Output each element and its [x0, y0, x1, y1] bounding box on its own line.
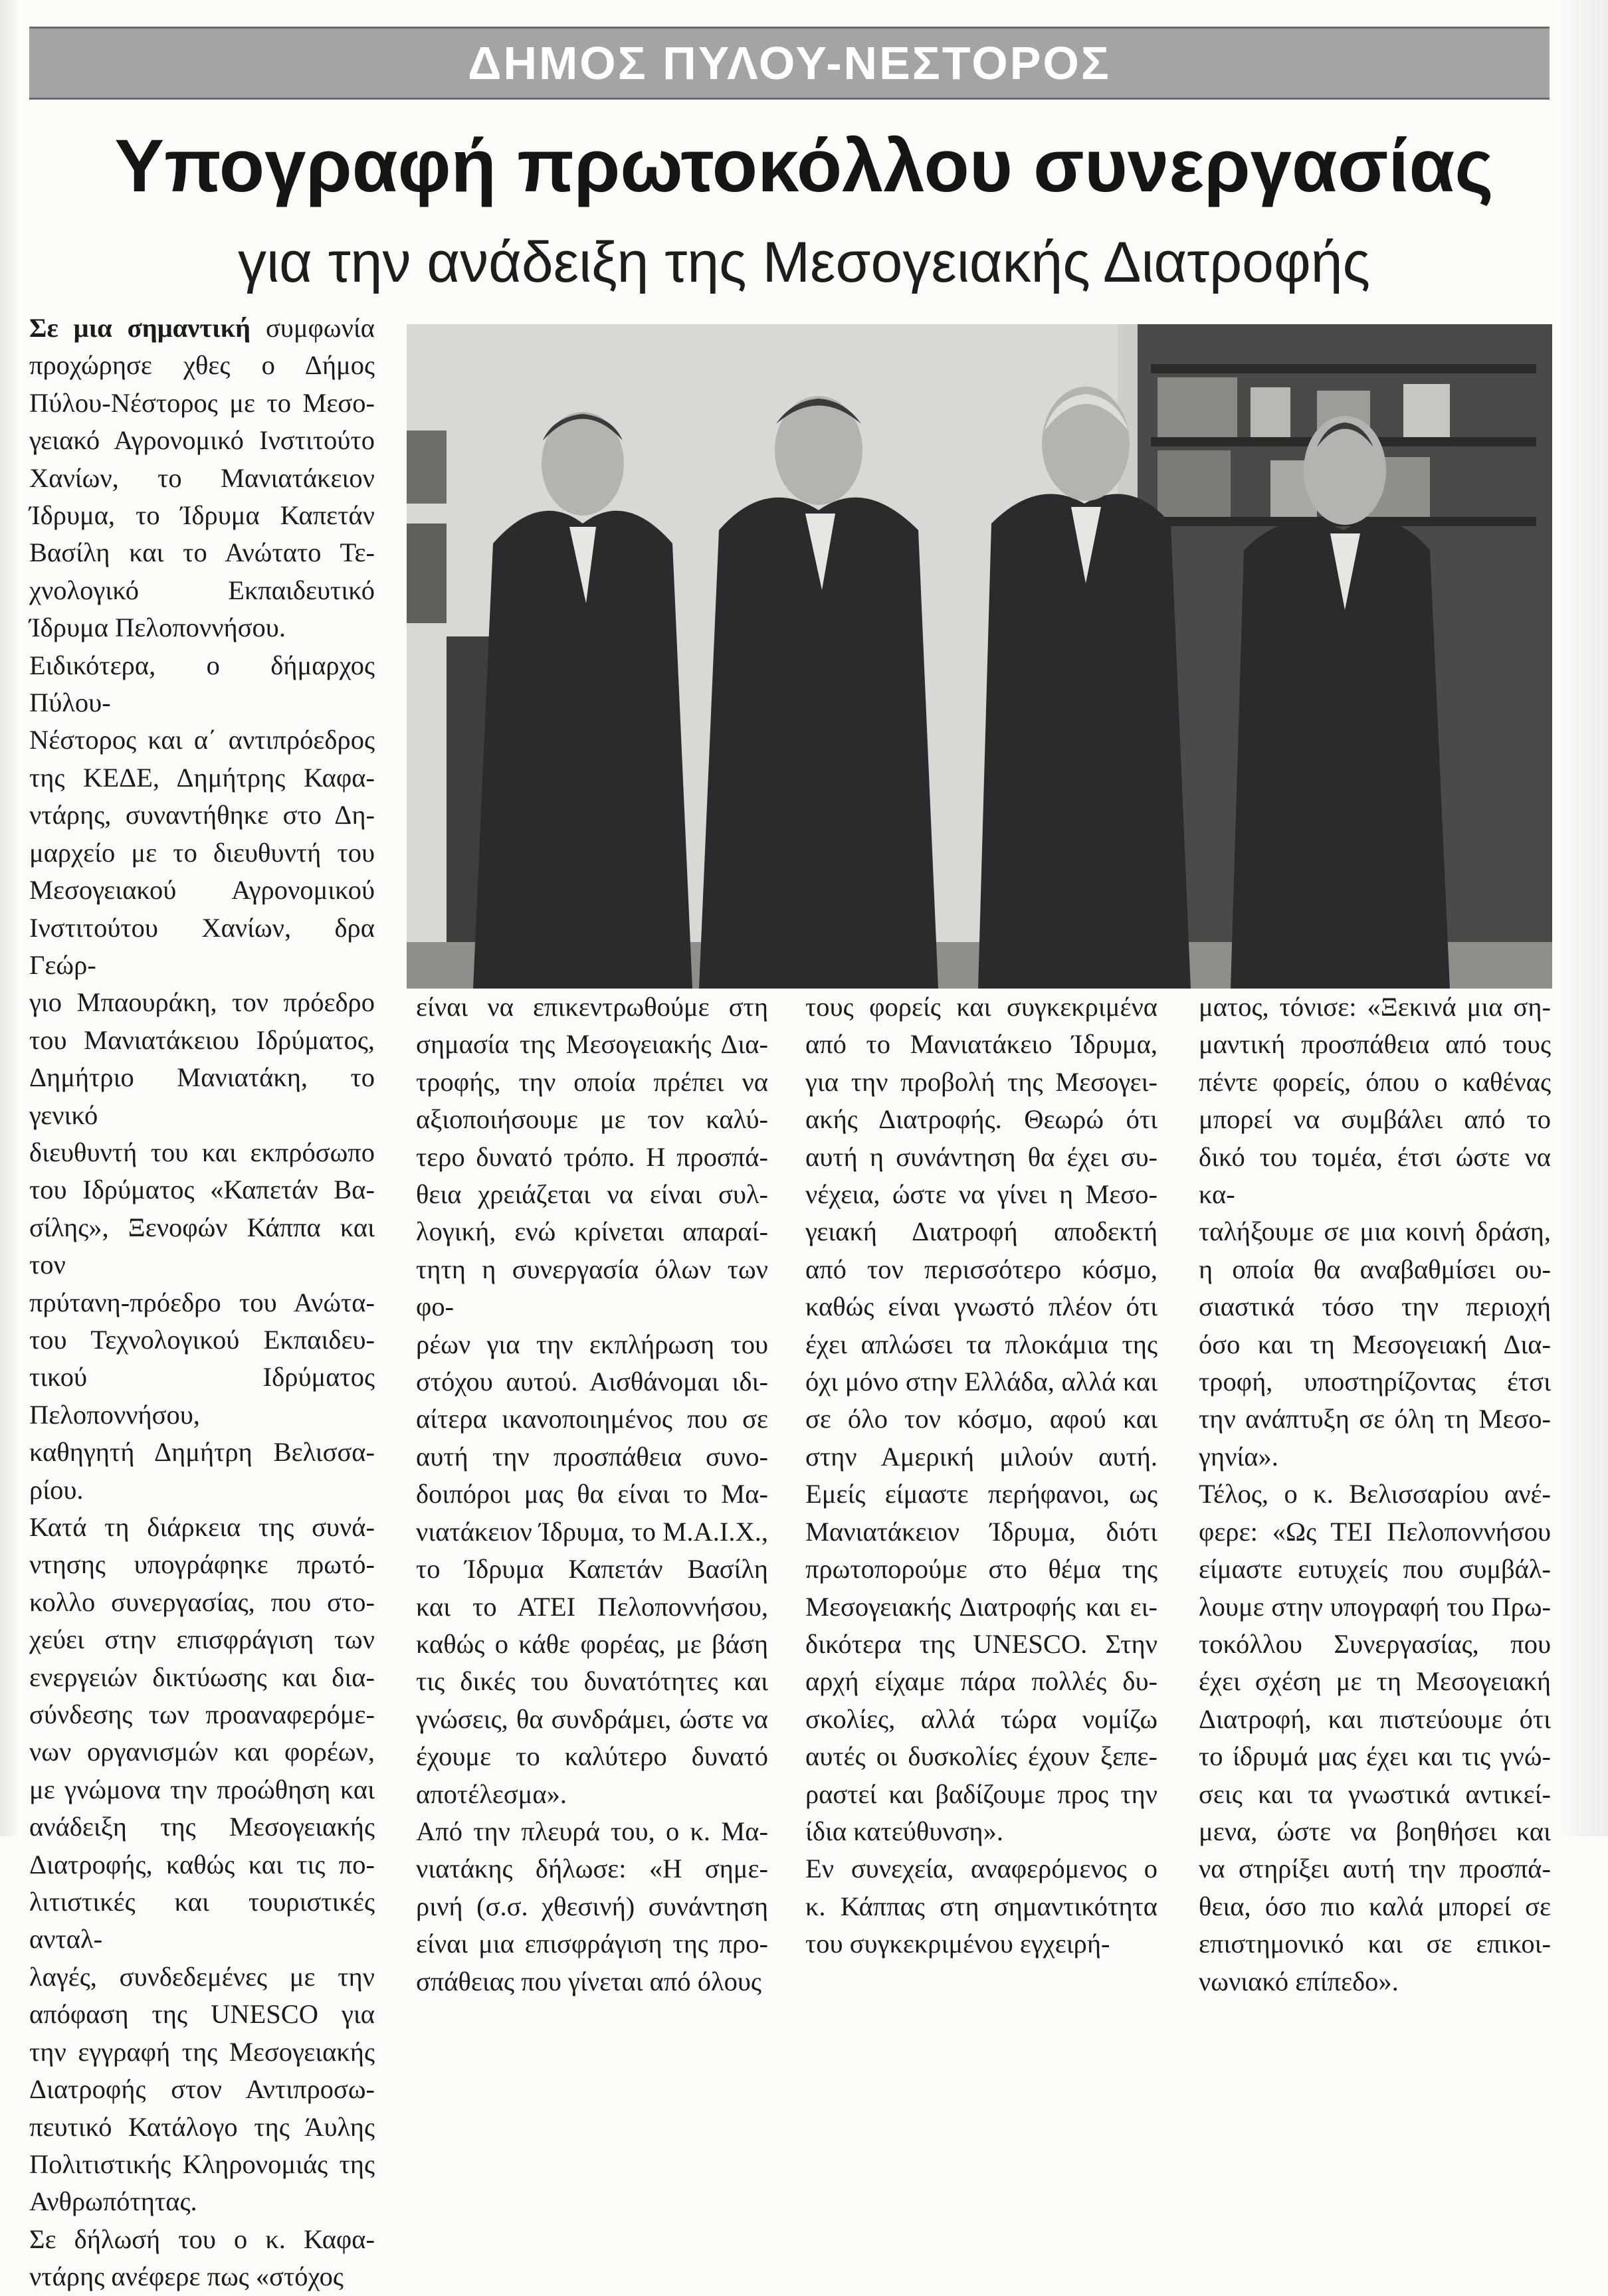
text-line: τοκόλλου Συνεργασίας, που [1199, 1628, 1551, 1659]
text-line: την ανάπτυξη σε όλη τη Μεσο- [1199, 1404, 1551, 1434]
text-line: ρέων για την εκπλήρωση του [416, 1329, 768, 1359]
text-line: δοιπόροι μας θα είναι το Μα- [416, 1479, 768, 1509]
text-line: Ίδρυμα Πελοποννήσου. [29, 613, 286, 643]
text-line: αυτή την προσπάθεια συνο- [416, 1441, 768, 1472]
text-line: σιαστικά τόσο την περιοχή [1199, 1292, 1551, 1322]
text-line: τερο δυνατό τρόπο. Η προσπά- [416, 1141, 768, 1172]
text-line: θεια, όσο πιο καλά μπορεί σε [1199, 1891, 1551, 1921]
article-subheadline: για την ανάδειξη της Μεσογειακής Διατροφής [237, 231, 1371, 294]
text-line: επιστημονικό και σε επικοι- [1199, 1929, 1551, 1959]
text-line: λογική, ενώ κρίνεται απαραί- [416, 1216, 768, 1247]
text-line: ντάρης ανέφερε πως «στόχος [29, 2261, 344, 2292]
text-line: τικού Ιδρύματος Πελοποννήσου, [29, 1362, 375, 1430]
article-column-4 [1199, 989, 1551, 2000]
text-line: ρινή (σ.σ. χθεσινή) συνάντηση [416, 1891, 768, 1921]
text-line: καθώς ο κάθε φορέας, με βάση [416, 1628, 768, 1659]
text-line: Σε μια σημαντική συμφωνία [29, 313, 375, 343]
text-line: τροφής, την οποία πρέπει να [416, 1066, 768, 1097]
text-line: και το ΑΤΕΙ Πελοποννήσου, [416, 1591, 768, 1622]
text-line: από το Μανιατάκειο Ίδρυμα, [805, 1029, 1157, 1060]
text-line: θεια χρειάζεται να είναι συλ- [416, 1179, 768, 1210]
text-line: αποτέλεσμα». [416, 1778, 567, 1809]
text-line: νιατάκης δήλωσε: «Η σημε- [416, 1854, 768, 1884]
text-line: όσο και τη Μεσογειακή Δια- [1199, 1329, 1551, 1359]
text-line: νέχεια, ώστε να γίνει η Μεσο- [805, 1179, 1157, 1210]
text-line: δικότερα της UNESCO. Στην [805, 1628, 1157, 1659]
text-line: πέντε φορείς, όπου ο καθένας [1199, 1066, 1551, 1097]
text-line: γειακή Διατροφή αποδεκτή [805, 1216, 1157, 1247]
text-line: χεύει στην επισφράγιση των [29, 1624, 375, 1655]
text-line: Σε δήλωσή του ο κ. Καφα- [29, 2224, 375, 2254]
article-column-1 [29, 310, 375, 2296]
text-line: Εν συνεχεία, αναφερόμενος ο [805, 1854, 1157, 1884]
text-line: λαγές, συνδεδεμένες με την [29, 1961, 375, 1992]
text-line: πευτικό Κατάλογο της Άυλης [29, 2111, 375, 2142]
text-line: φερε: «Ως ΤΕΙ Πελοποννήσου [1199, 1516, 1551, 1547]
text-line: ενεργειών δικτύωσης και δια- [29, 1662, 375, 1692]
text-line: αρχή είχαμε πάρα πολλές δυ- [805, 1666, 1157, 1697]
text-line: σημασία της Μεσογειακής Δια- [416, 1029, 768, 1060]
text-line: προχώρησε χθες ο Δήμος [29, 350, 375, 381]
text-line: το Ίδρυμα Καπετάν Βασίλη [416, 1554, 768, 1584]
text-line: Τέλος, ο κ. Βελισσαρίου ανέ- [1199, 1479, 1551, 1509]
text-line: νων οργανισμών και φορέων, [29, 1737, 375, 1767]
text-line: το ίδρυμά μας έχει και τις γνώ- [1199, 1741, 1551, 1772]
text-line: είναι να επικεντρωθούμε στη [416, 992, 768, 1022]
text-line: της ΚΕΔΕ, Δημήτρης Καφα- [29, 762, 375, 793]
text-line: απόφαση της UNESCO για [29, 1999, 375, 2030]
text-line: σίλης», Ξενοφών Κάππα και τον [29, 1212, 375, 1280]
text-line: νιατάκειον Ίδρυμα, το Μ.Α.Ι.Χ., [416, 1516, 768, 1547]
text-line: Ίδρυμα, το Ίδρυμα Καπετάν [29, 500, 375, 531]
text-line: χνολογικό Εκπαιδευτικό [29, 575, 375, 605]
text-line: πρωτοπορούμε στο θέμα της [805, 1554, 1157, 1584]
text-line: σε όλο τον κόσμο, αφού και [805, 1404, 1157, 1434]
text-line: τις δικές του δυνατότητες και [416, 1666, 768, 1697]
text-line: λιτιστικές και τουριστικές ανταλ- [29, 1887, 375, 1955]
text-line: καθώς είναι γνωστό πλέον ότι [805, 1292, 1157, 1322]
text-line: γειακό Αγρονομικό Ινστιτούτο [29, 425, 375, 456]
text-line: είμαστε ευτυχείς που συμβάλ- [1199, 1554, 1551, 1584]
text-line: καθηγητή Δημήτρη Βελισσα- [29, 1437, 375, 1468]
text-line: η οποία θα αναβαθμίσει ου- [1199, 1254, 1551, 1284]
section-banner-label: ΔΗΜΟΣ ΠΥΛΟΥ-ΝΕΣΤΟΡΟΣ [468, 37, 1111, 89]
text-line: τους φορείς και συγκεκριμένα [805, 992, 1157, 1022]
text-line: Από την πλευρά του, ο κ. Μα- [416, 1816, 768, 1846]
text-line: Κατά τη διάρκεια της συνά- [29, 1512, 375, 1542]
text-line: αυτές οι δυσκολίες έχουν ξεπε- [805, 1741, 1157, 1772]
text-line: Ειδικότερα, ο δήμαρχος Πύλου- [29, 650, 375, 718]
text-line: γνώσεις, θα συνδράμει, ώστε να [416, 1703, 768, 1734]
text-line: Μεσογειακής Διατροφής και ει- [805, 1591, 1157, 1622]
text-line: Δημήτριο Μανιατάκη, το γενικό [29, 1062, 375, 1130]
article-headline: Υπογραφή πρωτοκόλλου συνεργασίας [114, 124, 1494, 207]
text-line: ακής Διατροφής. Θεωρώ ότι [805, 1104, 1157, 1135]
group-photo-illustration [407, 324, 1552, 989]
text-line: Διατροφή, και πιστεύουμε ότι [1199, 1703, 1551, 1734]
text-line: Νέστορος και α΄ αντιπρόεδρος [29, 725, 375, 755]
text-line: με γνώμονα την προώθηση και [29, 1774, 375, 1804]
text-line: στην Αμερική μιλούν αυτή. [805, 1441, 1157, 1472]
text-line: αυτή η συνάντηση θα έχει συ- [805, 1141, 1157, 1172]
text-line: ανάδειξη της Μεσογειακής [29, 1812, 375, 1842]
text-line: λουμε στην υπογραφή του Πρω- [1199, 1591, 1551, 1622]
text-line: Ανθρωπότητας. [29, 2186, 197, 2217]
text-line: δικό του τομέα, έτσι ώστε να κα- [1199, 1141, 1551, 1210]
text-line: έχει σχέση με τη Μεσογειακή [1199, 1666, 1551, 1697]
text-line: ματος, τόνισε: «Ξεκινά μια ση- [1199, 992, 1551, 1022]
text-line: Μεσογειακού Αγρονομικού [29, 875, 375, 906]
text-line: νωνιακό επίπεδο». [1199, 1966, 1399, 1996]
text-line: του συγκεκριμένου εγχειρή- [805, 1929, 1110, 1959]
text-line: είναι μια επισφράγιση της προ- [416, 1929, 768, 1959]
text-line: τροφή, υποστηρίζοντας έτσι [1199, 1367, 1551, 1397]
section-banner [29, 27, 1550, 100]
text-line: τητη η συνεργασία όλων των φο- [416, 1254, 768, 1322]
text-line: του Τεχνολογικού Εκπαιδευ- [29, 1324, 375, 1355]
text-line: κολλο συνεργασίας, που στο- [29, 1586, 375, 1617]
text-line: στόχου αυτού. Αισθάνομαι ιδι- [416, 1367, 768, 1397]
text-line: ίδια κατεύθυνση». [805, 1816, 1003, 1846]
text-line: ντάρης, συναντήθηκε στο Δη- [29, 800, 375, 830]
text-line: αίτερα ικανοποιημένος που σε [416, 1404, 768, 1434]
text-line: ντησης υπογράφηκε πρωτό- [29, 1549, 375, 1580]
article-column-3 [805, 989, 1157, 1963]
text-line: Ινστιτούτου Χανίων, δρα Γεώρ- [29, 912, 375, 980]
text-line: ραστεί και βαδίζουμε προς την [805, 1778, 1157, 1809]
text-line: διευθυντή του και εκπρόσωπο [29, 1137, 375, 1167]
text-line: σπάθειας που γίνεται από όλους [416, 1966, 761, 1996]
text-line: γηνία». [1199, 1441, 1278, 1472]
text-line: όχι μόνο στην Ελλάδα, αλλά και [805, 1367, 1157, 1397]
text-line: του Μανιατάκειου Ιδρύματος, [29, 1024, 375, 1055]
text-line: Διατροφής στον Αντιπροσω- [29, 2074, 375, 2105]
text-line: κ. Κάππας στη σημαντικότητα [805, 1891, 1157, 1921]
text-line: σεις και τα γνωστικά αντικεί- [1199, 1778, 1551, 1809]
article-photo [407, 324, 1552, 989]
text-line: την εγγραφή της Μεσογειακής [29, 2036, 375, 2067]
text-line: Μανιατάκειον Ίδρυμα, διότι [805, 1516, 1157, 1547]
text-line: Βασίλη και το Ανώτατο Τε- [29, 537, 375, 568]
text-line: μενα, ώστε να βοηθήσει και [1199, 1816, 1551, 1846]
text-line: σύνδεσης των προαναφερόμε- [29, 1699, 375, 1730]
text-line: ταλήξουμε σε μια κοινή δράση, [1199, 1216, 1551, 1247]
text-line: του Ιδρύματος «Καπετάν Βα- [29, 1175, 375, 1205]
text-line: μαντική προσπάθεια από τους [1199, 1029, 1551, 1060]
text-line: σκολίες, αλλά τώρα νομίζω [805, 1703, 1157, 1734]
text-line: Πύλου-Νέστορος με το Μεσο- [29, 387, 375, 418]
article-column-2 [416, 989, 768, 2000]
text-line: Πολιτιστικής Κληρονομιάς της [29, 2149, 375, 2179]
text-line: να στηρίξει αυτή την προσπά- [1199, 1854, 1551, 1884]
text-line: Εμείς είμαστε περήφανοι, ως [805, 1479, 1157, 1509]
text-line: έχει απλώσει τα πλοκάμια της [805, 1329, 1157, 1359]
text-line: Χανίων, το Μανιατάκειον [29, 462, 375, 493]
text-line: για την προβολή της Μεσογει- [805, 1066, 1157, 1097]
text-line: Διατροφής, καθώς και τις πο- [29, 1849, 375, 1879]
text-line: μπορεί να συμβάλει από το [1199, 1104, 1551, 1135]
text-line: γιο Μπαουράκη, τον πρόεδρο [29, 987, 375, 1018]
text-line: από τον περισσότερο κόσμο, [805, 1254, 1157, 1284]
text-line: έχουμε το καλύτερο δυνατό [416, 1741, 768, 1772]
text-line: πρύτανη-πρόεδρο του Ανώτα- [29, 1287, 375, 1317]
text-line: μαρχείο με το διευθυντή του [29, 837, 375, 868]
text-line: αξιοποιήσουμε με τον καλύ- [416, 1104, 768, 1135]
text-line: ρίου. [29, 1474, 84, 1505]
